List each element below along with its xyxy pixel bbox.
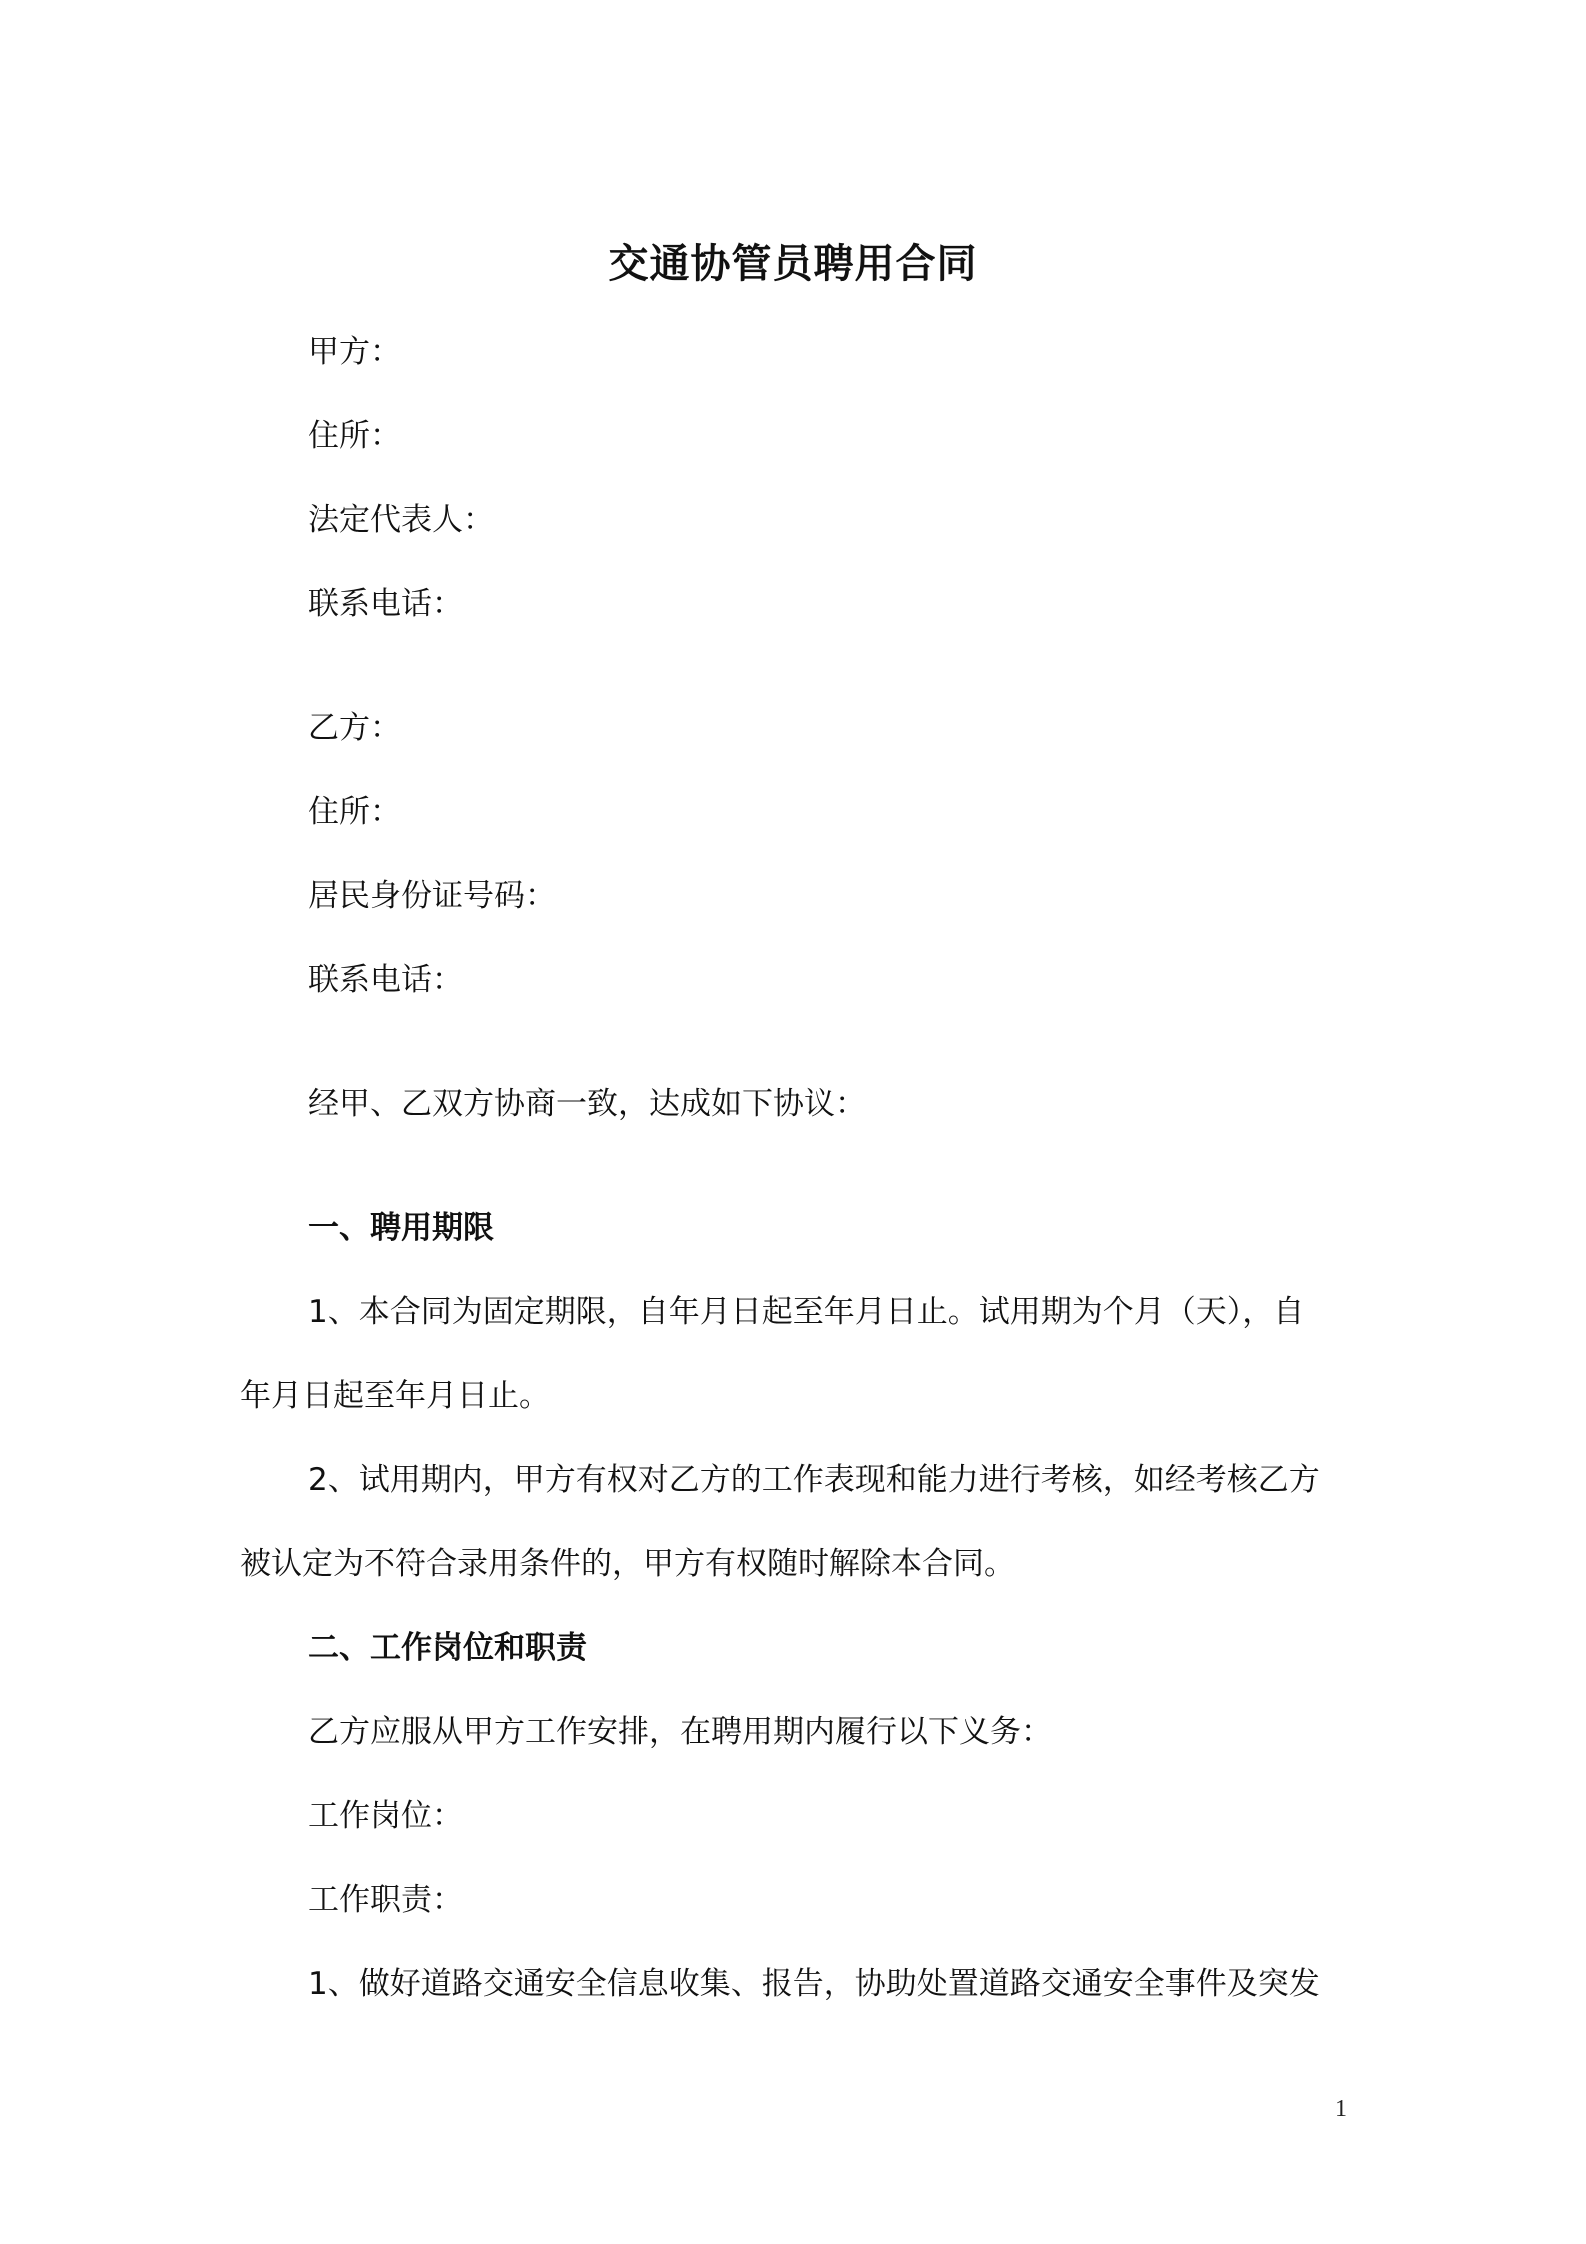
section-1-heading: 一、聘用期限 xyxy=(308,1210,494,1246)
party-a-phone-label: 联系电话： xyxy=(308,586,463,622)
section-1-clause-1-line-1: 1、本合同为固定期限，自年月日起至年月日止。试用期为个月（天），自 xyxy=(308,1294,1305,1330)
section-2-heading: 二、工作岗位和职责 xyxy=(308,1630,587,1666)
party-b-phone-label: 联系电话： xyxy=(308,962,463,998)
section-2-intro: 乙方应服从甲方工作安排，在聘用期内履行以下义务： xyxy=(308,1714,1052,1750)
party-b-id-label: 居民身份证号码： xyxy=(308,878,556,914)
section-1-clause-2-line-1: 2、试用期内，甲方有权对乙方的工作表现和能力进行考核，如经考核乙方 xyxy=(308,1462,1320,1498)
work-post-label: 工作岗位： xyxy=(308,1798,463,1834)
work-duty-label: 工作职责： xyxy=(308,1882,463,1918)
party-a-legal-rep-label: 法定代表人： xyxy=(308,502,494,538)
page-number: 1 xyxy=(1335,2096,1347,2122)
agreement-intro: 经甲、乙双方协商一致，达成如下协议： xyxy=(308,1086,866,1122)
contract-title: 交通协管员聘用合同 xyxy=(608,241,978,287)
party-a-name-label: 甲方： xyxy=(308,334,401,370)
party-a-address-label: 住所： xyxy=(308,418,401,454)
party-b-name-label: 乙方： xyxy=(308,710,401,746)
section-1-clause-2-line-2: 被认定为不符合录用条件的，甲方有权随时解除本合同。 xyxy=(240,1546,1015,1582)
duty-item-1-line-1: 1、做好道路交通安全信息收集、报告，协助处置道路交通安全事件及突发 xyxy=(308,1966,1320,2002)
section-1-clause-1-line-2: 年月日起至年月日止。 xyxy=(240,1378,550,1414)
party-b-address-label: 住所： xyxy=(308,794,401,830)
